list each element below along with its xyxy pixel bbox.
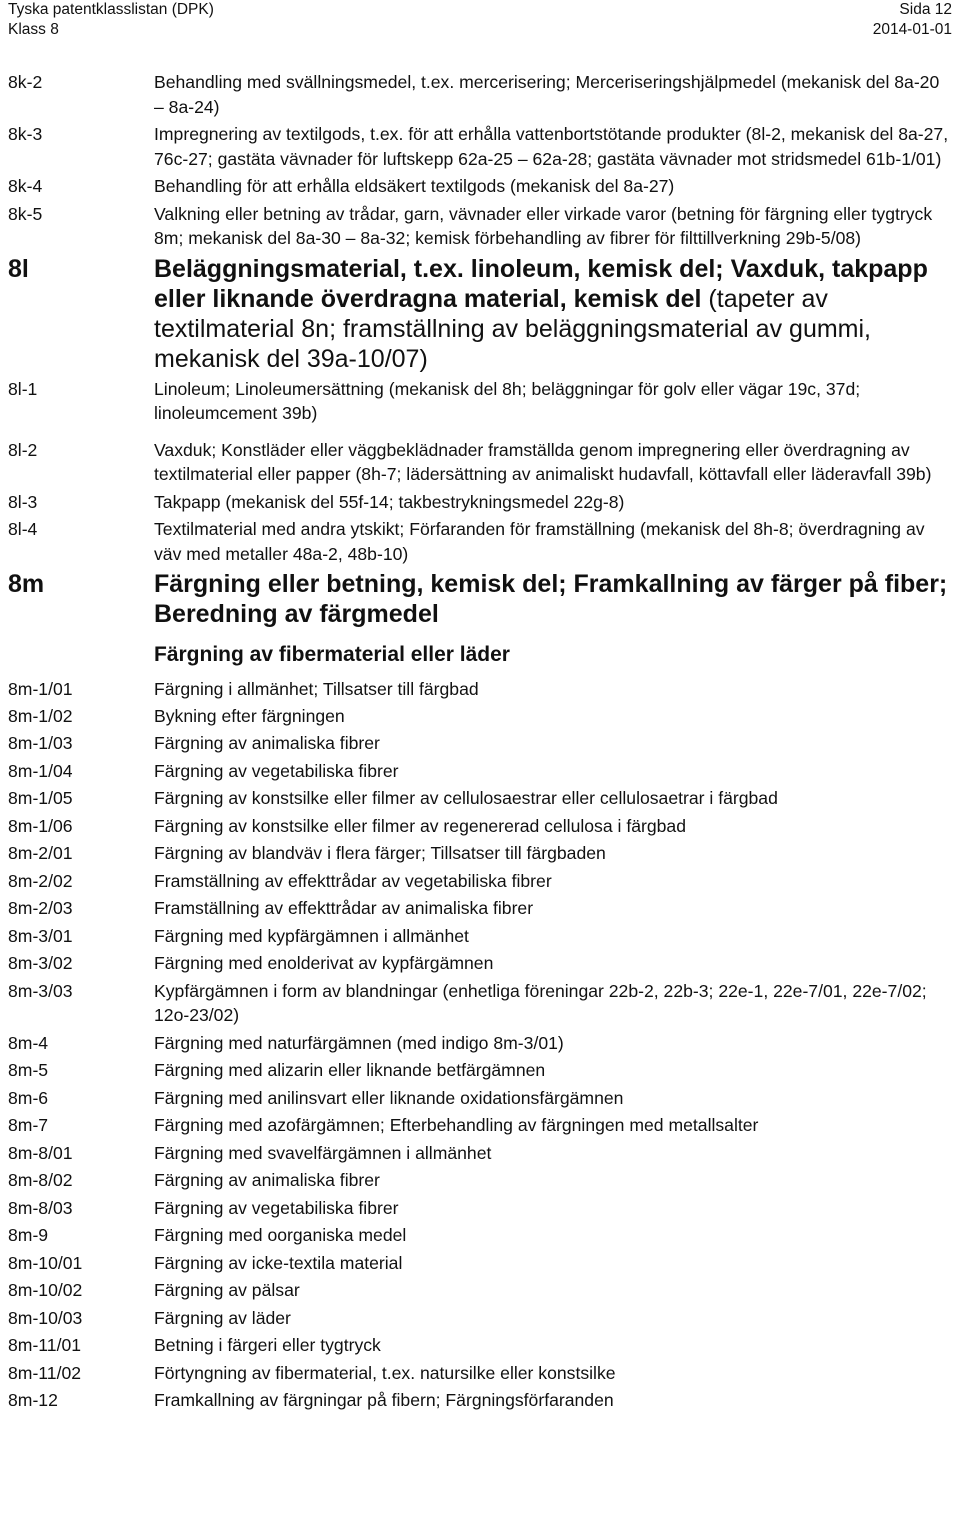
class-description — [154, 841, 952, 866]
class-description — [154, 438, 952, 487]
class-text: Färgning av vegetabiliska fibrer — [154, 760, 399, 781]
class-description — [154, 254, 952, 374]
class-code: 8m-4 — [8, 1032, 49, 1053]
class-code: 8m-8/01 — [8, 1142, 73, 1163]
class-text: Behandling med svällningsmedel, t.ex. mercerisering; Merceriseringshjälpmedel (mekanisk del 8a-20 – 8a-24) — [154, 72, 940, 117]
class-text: Färgning med kypfärgämnen i allmänhet — [154, 925, 469, 946]
class-text: Färgning med oorganiska medel — [154, 1225, 407, 1245]
class-code: 8m-10/01 — [8, 1252, 83, 1273]
class-text: Framställning av effekttrådar av vegetabiliska fibrer — [154, 870, 552, 891]
class-text: Färgning i allmänhet; Tillsatser till färgbad — [154, 679, 479, 699]
class-text: Vaxduk; Konstläder eller väggbeklädnader framställda genom impregnering eller överdragning av textilmaterial eller papper (8h-7; lädersättning av animaliskt hudavfall, köttavfall eller läderavfall 39b) — [154, 439, 932, 484]
class-description — [154, 122, 952, 171]
class-code: 8m-10/03 — [8, 1307, 83, 1328]
class-row — [8, 759, 952, 784]
page-number: Sida 12 — [899, 1, 952, 18]
class-row — [8, 1031, 952, 1056]
class-row — [8, 490, 952, 515]
class-code: 8k-5 — [8, 203, 43, 224]
class-code: 8k-4 — [8, 176, 43, 196]
class-code: 8m-2/03 — [8, 898, 73, 918]
subheading-row — [8, 641, 952, 669]
class-description — [154, 1031, 952, 1056]
class-description — [154, 1086, 952, 1111]
class-row — [8, 677, 952, 702]
class-description — [154, 1306, 952, 1331]
class-description — [154, 1196, 952, 1221]
class-description — [154, 1361, 952, 1386]
class-row — [8, 896, 952, 921]
class-row — [8, 1361, 952, 1386]
class-description — [154, 786, 952, 811]
class-description — [154, 869, 952, 894]
class-description — [154, 1168, 952, 1193]
class-code: 8m-1/06 — [8, 815, 73, 836]
class-text: Färgning med alizarin eller liknande betfärgämnen — [154, 1060, 546, 1080]
class-description — [154, 731, 952, 756]
class-row — [8, 1333, 952, 1358]
class-code: 8m-1/01 — [8, 679, 73, 699]
class-description — [154, 1278, 952, 1303]
class-text: Bykning efter färgningen — [154, 705, 345, 726]
class-code: 8m-5 — [8, 1060, 49, 1080]
class-description — [154, 979, 952, 1028]
class-code: 8m-12 — [8, 1390, 58, 1410]
class-code — [8, 641, 154, 669]
class-text: Färgning av animaliska fibrer — [154, 733, 380, 753]
class-code: 8m-1/02 — [8, 705, 73, 726]
class-row — [8, 731, 952, 756]
class-text: Färgning med azofärgämnen; Efterbehandling av färgningen med metallsalter — [154, 1115, 759, 1135]
class-description — [154, 704, 952, 729]
document-date: 2014-01-01 — [872, 21, 952, 38]
class-row — [8, 1388, 952, 1413]
class-row — [8, 1058, 952, 1083]
class-code: 8l — [8, 254, 29, 283]
class-description — [154, 1333, 952, 1358]
class-row — [8, 1141, 952, 1166]
class-text: (tapeter av textilmaterial 8n; framställning av beläggningsmaterial av gummi, mekanisk del 39a-10/07) — [154, 284, 871, 373]
class-code: 8l-4 — [8, 519, 38, 539]
class-code: 8m-8/03 — [8, 1197, 73, 1218]
class-text: Färgning med svavelfärgämnen i allmänhet — [154, 1142, 492, 1163]
class-code: 8m — [8, 570, 45, 598]
class-code: 8m-9 — [8, 1225, 49, 1245]
class-code: 8m-10/02 — [8, 1280, 83, 1300]
class-code: 8l-2 — [8, 439, 38, 460]
class-row — [8, 70, 952, 119]
class-text: Framställning av effekttrådar av animaliska fibrer — [154, 898, 534, 918]
class-text: Färgning av animaliska fibrer — [154, 1170, 380, 1190]
class-code: 8m-1/05 — [8, 788, 73, 808]
class-row — [8, 1086, 952, 1111]
class-description — [154, 517, 952, 566]
class-title: Beläggningsmaterial, t.ex. linoleum, kemisk del; Vaxduk, takpapp eller liknande överdragna material, kemisk del — [154, 254, 928, 313]
class-code: 8m-7 — [8, 1115, 49, 1135]
class-row — [8, 1223, 952, 1248]
class-text: Färgning av icke-textila material — [154, 1252, 403, 1273]
class-text: Färgning med anilinsvart eller liknande oxidationsfärgämnen — [154, 1087, 624, 1108]
class-row — [8, 202, 952, 251]
class-description — [154, 896, 952, 921]
class-row — [8, 122, 952, 171]
class-row — [8, 704, 952, 729]
class-description — [154, 1058, 952, 1083]
class-title: Färgning eller betning, kemisk del; Framkallning av färger på fiber; Beredning av färgmedel — [154, 570, 948, 628]
class-text: Textilmaterial med andra ytskikt; Förfaranden för framställning (mekanisk del 8h-8; överdragning av väv med metaller 48a-2, 48b-10) — [154, 519, 925, 564]
class-description — [154, 569, 952, 629]
class-label: Klass 8 — [8, 21, 59, 38]
class-row — [8, 174, 952, 199]
class-description — [154, 1251, 952, 1276]
class-text: Impregnering av textilgods, t.ex. för att erhålla vattenbortstötande produkter (8l-2, mekanisk del 8a-27, 76c-27; gastäta vävnader för luftskepp 62a-25 – 62a-28; gastäta vävnader mot stridsmedel 61b-1/01) — [154, 124, 949, 169]
class-heading-row — [8, 569, 952, 629]
class-description — [154, 924, 952, 949]
class-row — [8, 814, 952, 839]
class-description — [154, 1141, 952, 1166]
class-row — [8, 1251, 952, 1276]
class-row — [8, 1113, 952, 1138]
class-text: Betning i färgeri eller tygtryck — [154, 1335, 381, 1355]
class-text: Färgning av vegetabiliska fibrer — [154, 1197, 399, 1218]
class-code: 8k-3 — [8, 124, 43, 144]
class-text: Framkallning av färgningar på fibern; Färgningsförfaranden — [154, 1390, 614, 1410]
class-code: 8l-3 — [8, 491, 38, 512]
class-description — [154, 641, 952, 669]
class-text: Takpapp (mekanisk del 55f-14; takbestrykningsmedel 22g-8) — [154, 491, 625, 512]
class-text: Kypfärgämnen i form av blandningar (enhetliga föreningar 22b-2, 22b-3; 22e-1, 22e-7/01, 22e-7/02; 12o-23/02) — [154, 980, 927, 1025]
class-code: 8m-11/01 — [8, 1335, 82, 1355]
class-list — [8, 70, 952, 1416]
class-description — [154, 202, 952, 251]
class-code: 8k-2 — [8, 72, 43, 92]
class-row — [8, 924, 952, 949]
class-text: Färgning av läder — [154, 1307, 291, 1328]
class-description — [154, 814, 952, 839]
class-code: 8l-1 — [8, 378, 38, 399]
class-row — [8, 1278, 952, 1303]
class-row — [8, 438, 952, 487]
class-text: Förtyngning av fibermaterial, t.ex. natursilke eller konstsilke — [154, 1362, 616, 1383]
class-text: Färgning av konstsilke eller filmer av regenererad cellulosa i färgbad — [154, 815, 686, 836]
class-description — [154, 490, 952, 515]
class-row — [8, 1306, 952, 1331]
page-header — [8, 0, 952, 40]
class-description — [154, 1113, 952, 1138]
class-row — [8, 1196, 952, 1221]
document-title: Tyska patentklasslistan (DPK) — [8, 1, 214, 18]
class-text: Färgning av blandväv i flera färger; Tillsatser till färgbaden — [154, 843, 606, 863]
class-row — [8, 869, 952, 894]
class-code: 8m-11/02 — [8, 1362, 82, 1383]
class-text: Linoleum; Linoleumersättning (mekanisk del 8h; beläggningar för golv eller vägar 19c, 37d; linoleumcement 39b) — [154, 378, 861, 423]
class-description — [154, 174, 952, 199]
class-code: 8m-1/04 — [8, 760, 73, 781]
class-row — [8, 517, 952, 566]
class-text: Valkning eller betning av trådar, garn, vävnader eller virkade varor (betning för färgning eller tygtryck 8m; mekanisk del 8a-30 – 8a-32; kemisk förbehandling av fibrer för filttillverkning 29b-5/08) — [154, 203, 933, 248]
class-description — [154, 1388, 952, 1413]
class-text: Färgning av konstsilke eller filmer av cellulosaestrar eller cellulosaetrar i färgbad — [154, 788, 778, 808]
class-text: Färgning med naturfärgämnen (med indigo 8m-3/01) — [154, 1032, 564, 1053]
class-description — [154, 951, 952, 976]
class-code: 8m-3/02 — [8, 953, 73, 973]
class-code: 8m-1/03 — [8, 733, 73, 753]
class-description — [154, 377, 952, 426]
class-description — [154, 759, 952, 784]
class-code: 8m-2/01 — [8, 843, 73, 863]
class-description — [154, 70, 952, 119]
class-code: 8m-3/01 — [8, 925, 73, 946]
class-description — [154, 677, 952, 702]
class-row — [8, 1168, 952, 1193]
class-heading-row — [8, 254, 952, 374]
class-code: 8m-3/03 — [8, 980, 73, 1001]
class-code: 8m-2/02 — [8, 870, 73, 891]
class-text: Behandling för att erhålla eldsäkert textilgods (mekanisk del 8a-27) — [154, 176, 675, 196]
class-row — [8, 786, 952, 811]
class-text: Färgning av pälsar — [154, 1280, 300, 1300]
class-row — [8, 377, 952, 426]
class-text: Färgning med enolderivat av kypfärgämnen — [154, 953, 494, 973]
class-code: 8m-8/02 — [8, 1170, 73, 1190]
class-row — [8, 979, 952, 1028]
class-code: 8m-6 — [8, 1087, 49, 1108]
class-row — [8, 951, 952, 976]
class-description — [154, 1223, 952, 1248]
class-text: Färgning av fibermaterial eller läder — [154, 643, 510, 666]
class-row — [8, 841, 952, 866]
